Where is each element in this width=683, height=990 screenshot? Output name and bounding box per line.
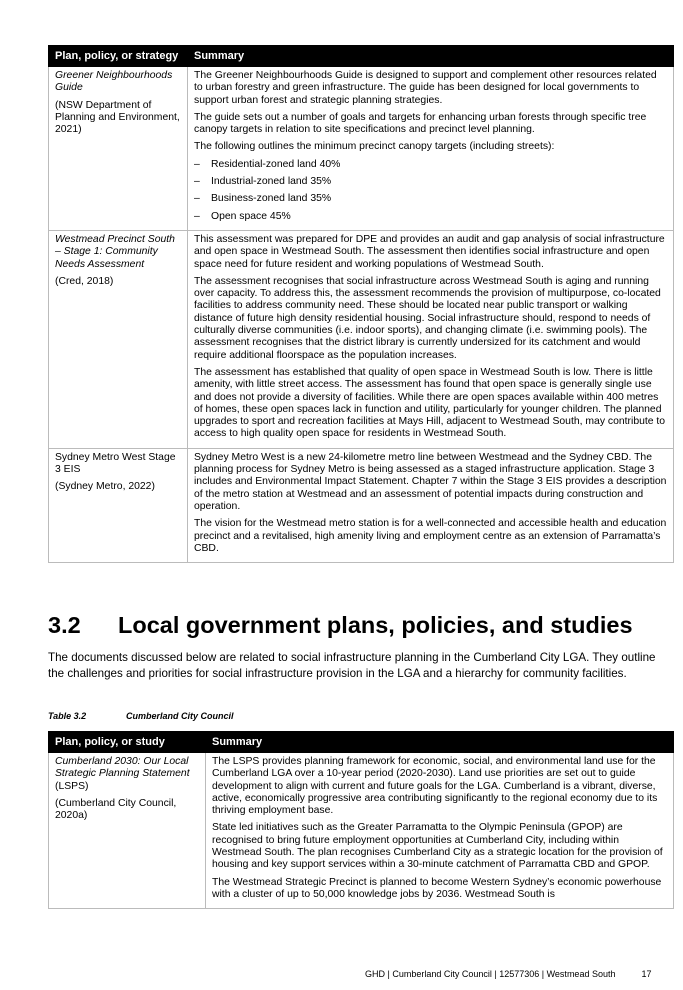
summary-paragraph: The assessment recognises that social infrastructure across Westmead South is aging and running over capacity. To address this, the assessment recommends the provision of multipurpose, co-located facilities to address community need. These should be located near public transport or walking distance of future high density residential housing. Social infrastructure should, respond to needs of culturally diverse communities (i.e. indoor sports), and changing climate (i.e. swimming pools). The assessment recognises that the district library is currently undersized for its catchment and would require additional floorspace as the population increases.: [194, 275, 661, 361]
plan-title: Greener Neighbourhoods Guide: [55, 70, 173, 94]
column-header-summary: Summary: [206, 732, 674, 753]
summary-paragraph: The vision for the Westmead metro station is for a well-connected and accessible health and education precinct and a revitalised, high amenity living and employment centre as an extension of Parramatta’s CBD.: [194, 518, 667, 554]
council-plans-table: [48, 731, 674, 909]
plan-title: Westmead Precinct South – Stage 1: Community Needs Assessment: [55, 233, 175, 270]
plans-strategies-table: [48, 45, 674, 563]
table-caption: [48, 711, 234, 721]
summary-paragraph: State led initiatives such as the Greater Parramatta to the Olympic Peninsula (GPOP) are recognised to bring future employment opportunities at Cumberland City, including within Westmead South. The plan recognises Cumberland City as a strategic location for the provision of housing and key support services within a 30-minute catchment of Parramatta CBD and GPOP.: [212, 822, 663, 871]
summary-cell: [188, 67, 674, 231]
table-caption-title: Cumberland City Council: [126, 711, 234, 721]
plan-cell: [49, 753, 206, 909]
summary-paragraph: The guide sets out a number of goals and targets for enhancing urban forests through specific tree canopy targets in relation to site specifications and precinct level planning.: [194, 111, 647, 136]
table-caption-label: Table 3.2: [48, 711, 87, 721]
table-header-row: [49, 46, 674, 67]
plan-title: Cumberland 2030: Our Local Strategic Planning Statement: [55, 756, 190, 780]
page-footer: [365, 969, 652, 979]
table-row: [49, 753, 674, 909]
column-header-plan: Plan, policy, or strategy: [49, 46, 188, 67]
plan-cell: [49, 448, 188, 562]
section-title: Local government plans, policies, and studies: [118, 612, 633, 638]
summary-paragraph: Sydney Metro West is a new 24-kilometre metro line between Westmead and the Sydney CBD. The planning process for Sydney Metro is being assessed as a staged infrastructure application. Stage 3 includes and Environmental Impact Statement. Chapter 7 within the Stage 3 EIS provides a description of the metro station at Westmead and an assessment of potential impacts during construction and operation.: [194, 451, 667, 512]
table-row: [49, 448, 674, 562]
plan-source: (Cumberland City Council, 2020a): [55, 797, 177, 822]
plan-title-suffix: (LSPS): [55, 780, 89, 792]
column-header-summary: Summary: [188, 46, 674, 67]
list-item: – Industrial-zoned land 35%: [194, 176, 667, 188]
list-item: – Business-zoned land 35%: [194, 193, 667, 205]
canopy-target-list: [194, 159, 667, 223]
plan-cell: [49, 230, 188, 448]
summary-cell: [188, 448, 674, 562]
list-item: – Open space 45%: [194, 211, 667, 223]
column-header-plan: Plan, policy, or study: [49, 732, 206, 753]
plan-title-block: [55, 756, 199, 793]
footer-text: GHD | Cumberland City Council | 12577306 | Westmead South: [365, 969, 616, 979]
section-number: 3.2: [48, 612, 81, 638]
summary-paragraph: This assessment was prepared for DPE and provides an audit and gap analysis of social infrastructure and open space in Westmead South. The assessment then identifies social infrastructure and open space need for future resident and working populations of Westmead South.: [194, 233, 665, 270]
table-row: [49, 230, 674, 448]
table-header-row: [49, 732, 674, 753]
page-number: 17: [641, 969, 652, 979]
summary-paragraph: The assessment has established that quality of open space in Westmead South is low. There is little amenity, with little street access. The assessment has found that open space is generally single use and does not provide a diversity of facilities. While there are open spaces available within 400 metres of homes, these open spaces lack in function and utility, particularly for younger children. The planned upgrades to sport and recreation facilities at Mays Hill, adjacent to Westmead South, may contribute to access to high quality open space for residents in Westmead South.: [194, 366, 666, 440]
summary-paragraph: The following outlines the minimum precinct canopy targets (including streets):: [194, 141, 555, 153]
section-heading: [48, 612, 674, 639]
plan-source: (Sydney Metro, 2022): [55, 481, 155, 493]
section-intro: The documents discussed below are related to social infrastructure planning in the Cumberland City LGA. They outline the challenges and priorities for social infrastructure provision in the LGA and a hierarchy for community facilities.: [48, 651, 656, 680]
summary-paragraph: The Westmead Strategic Precinct is planned to become Western Sydney’s economic powerhouse with a cluster of up to 50,000 knowledge jobs by 2036. Westmead South is: [212, 876, 662, 900]
plan-source: (Cred, 2018): [55, 275, 114, 287]
table-row: [49, 67, 674, 231]
plan-title: Sydney Metro West Stage 3 EIS: [55, 451, 176, 476]
summary-cell: [188, 230, 674, 448]
summary-cell: [206, 753, 674, 909]
list-item: – Residential-zoned land 40%: [194, 159, 667, 171]
plan-source: (NSW Department of Planning and Environment, 2021): [55, 99, 180, 136]
summary-paragraph: The LSPS provides planning framework for economic, social, and environmental land use for the Cumberland LGA over a 10-year period (2020-2030). Land use priorities are set out to guide development to align with current and future goals for the LGA. Cumberland is a vibrant, diverse, active, economically progressive area contributing significantly to the regional economy due to its thriving employment base.: [212, 756, 658, 817]
plan-cell: [49, 67, 188, 231]
summary-paragraph: The Greener Neighbourhoods Guide is designed to support and complement other resources related to urban forestry and green infrastructure. The guide has been designed for local governments to support urban forest and strategic planning strategies.: [194, 70, 657, 106]
council-plans-table-clip: [48, 731, 674, 919]
